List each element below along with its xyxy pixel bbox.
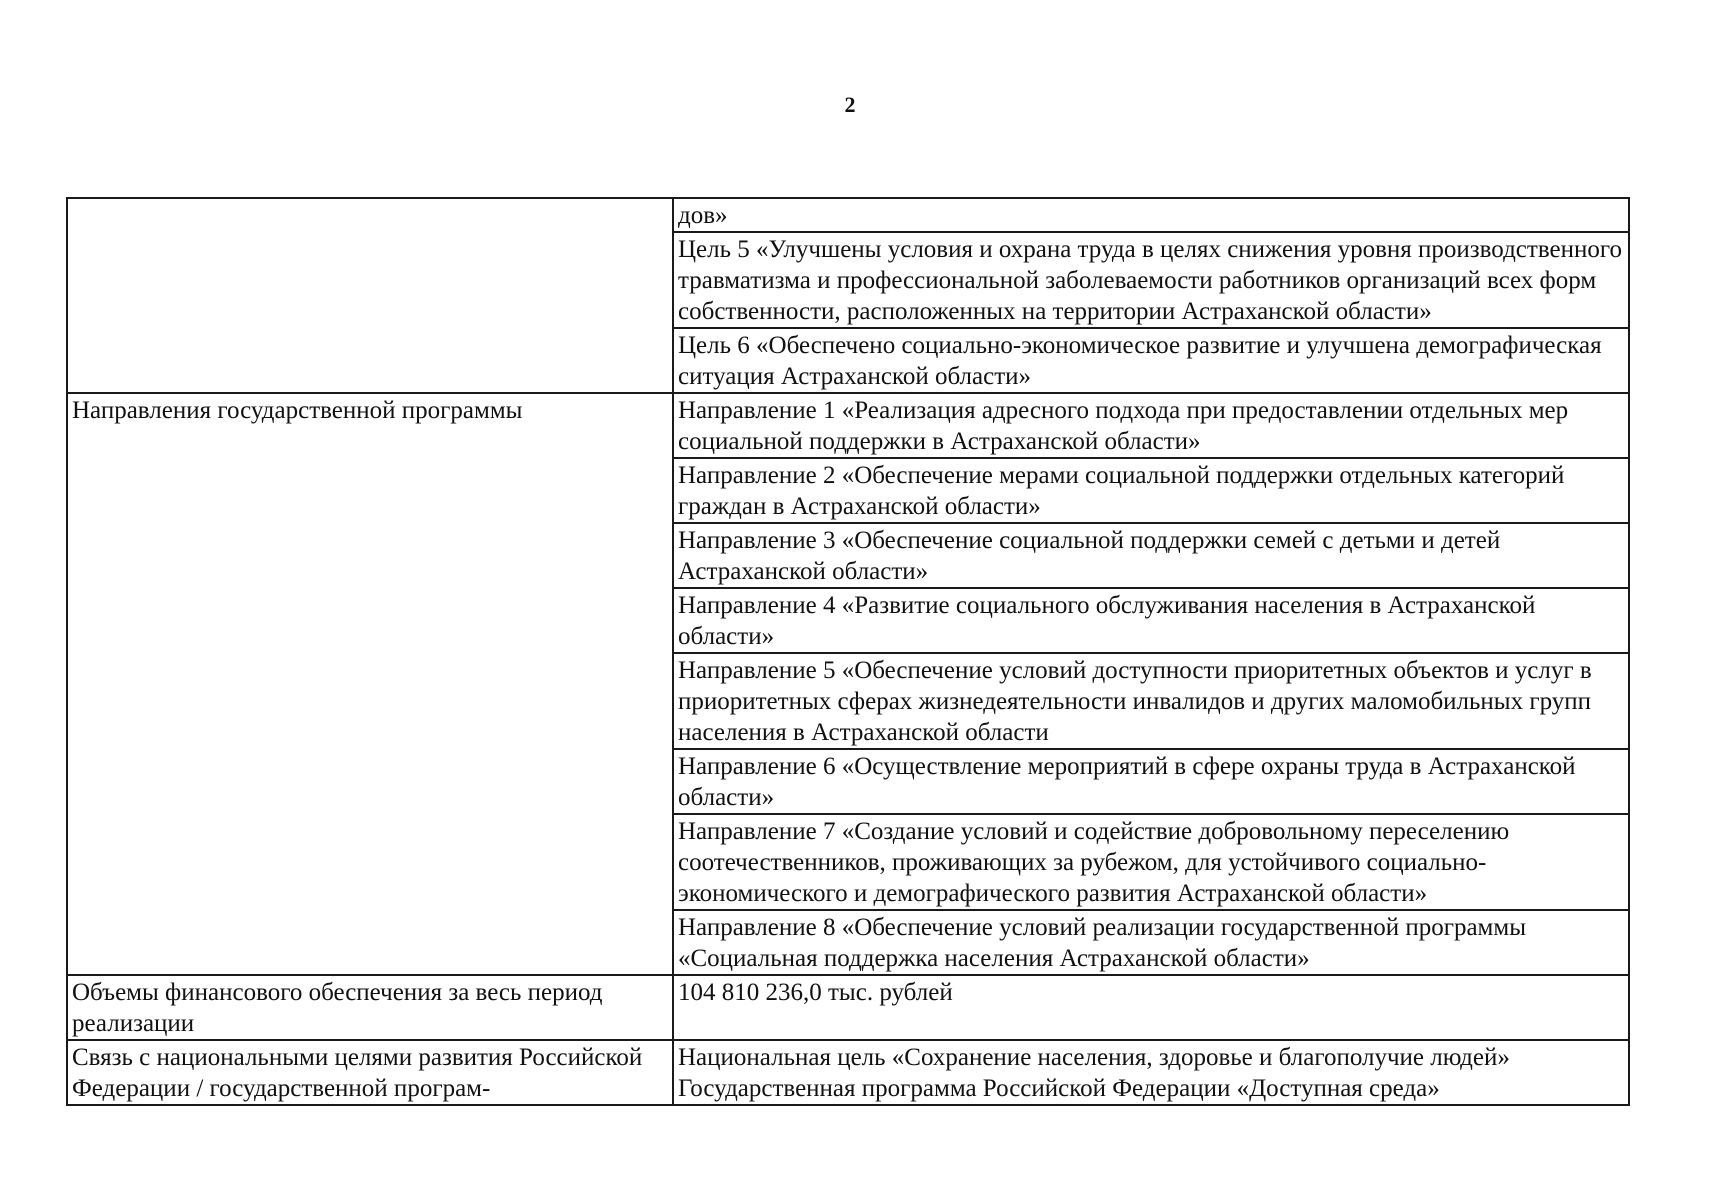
table-row (67, 198, 1629, 232)
value-cell: Направление 1 «Реализация адресного подхода при предоставлении отдельных мер социальной поддержки в Астраханской области» (673, 393, 1629, 458)
value-cell: Направление 5 «Обеспечение условий доступности приоритетных объектов и услуг в приоритетных сферах жизнедеятельности инвалидов и других маломобильных групп населения в Астраханской области (673, 653, 1629, 749)
value-cell: Национальная цель «Сохранение населения, здоровье и благополучие людей» Государственная программа Российской Федерации «Доступная среда» (673, 1040, 1629, 1105)
label-cell: Объемы финансового обеспечения за весь период реализации (67, 975, 673, 1040)
table-row (67, 393, 1629, 458)
table-row (67, 975, 1629, 1040)
program-passport-table (66, 197, 1630, 1106)
label-cell (67, 198, 673, 393)
value-cell: 104 810 236,0 тыс. рублей (673, 975, 1629, 1040)
value-cell: Цель 5 «Улучшены условия и охрана труда в целях снижения уровня производственного травматизма и профессиональной заболеваемости работников организаций всех форм собственности, расположенных на территории Астраханской области» (673, 232, 1629, 328)
label-cell: Направления государственной программы (67, 393, 673, 975)
page-number: 2 (844, 92, 856, 117)
value-cell: Направление 3 «Обеспечение социальной поддержки семей с детьми и детей Астраханской области» (673, 523, 1629, 588)
label-cell: Связь с национальными целями развития Российской Федерации / государственной програм- (67, 1040, 673, 1105)
value-cell: Цель 6 «Обеспечено социально-экономическое развитие и улучшена демографическая ситуация Астраханской области» (673, 328, 1629, 393)
value-cell: дов» (673, 198, 1629, 232)
table-row (67, 1040, 1629, 1105)
value-cell: Направление 8 «Обеспечение условий реализации государственной программы «Социальная поддержка населения Астраханской области» (673, 910, 1629, 975)
value-cell: Направление 7 «Создание условий и содействие добровольному переселению соотечественников, проживающих за рубежом, для устойчивого социально-экономического и демографического развития Астраханской области» (673, 814, 1629, 910)
value-cell: Направление 4 «Развитие социального обслуживания населения в Астраханской области» (673, 588, 1629, 653)
value-cell: Направление 6 «Осуществление мероприятий в сфере охраны труда в Астраханской области» (673, 749, 1629, 814)
value-cell: Направление 2 «Обеспечение мерами социальной поддержки отдельных категорий граждан в Астраханской области» (673, 458, 1629, 523)
